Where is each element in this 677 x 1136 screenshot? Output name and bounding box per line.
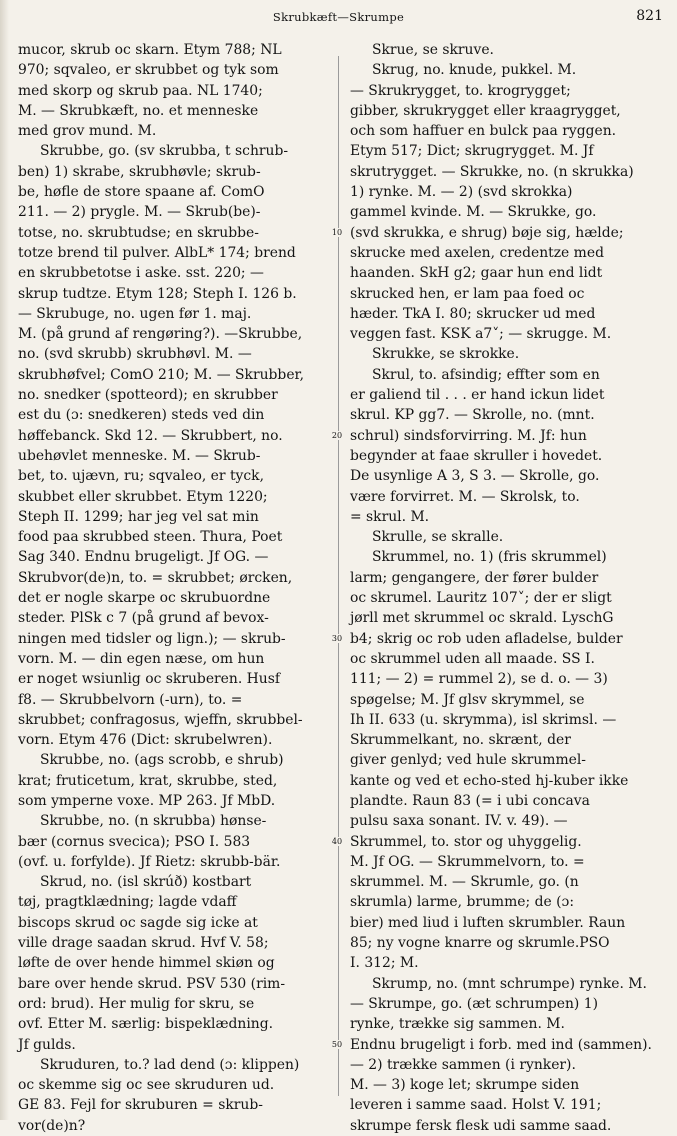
text-line: larm; gengangere, der fører bulder [350, 569, 599, 586]
text-line: skrubbet; confragosus, wjeffn, skrubbel- [18, 711, 303, 728]
text-line: skrucked hen, er lam paa foed oc [350, 285, 585, 302]
text-line: skrup tudtze. Etym 128; Steph I. 126 b. [18, 285, 297, 302]
text-line: be, høfle de store spaane af. ComO [18, 184, 265, 201]
text-line: Skrud, no. (isl skrúð) kostbart [40, 874, 252, 891]
text-line: veggen fast. KSK a7˅; — skrugge. M. [350, 326, 612, 343]
text-line: och som haffuer en bulck paa ryggen. [350, 123, 617, 140]
text-line: Ih II. 633 (u. skrymma), isl skrimsl. — [350, 711, 617, 728]
right-column [350, 40, 662, 1134]
text-line: er galiend til . . . er hand ickun lidet [350, 387, 605, 404]
text-line: Steph II. 1299; har jeg vel sat min [18, 508, 259, 525]
text-line: krat; fruticetum, krat, skrubbe, sted, [18, 772, 278, 789]
text-line: Skrug, no. knude, pukkel. M. [372, 62, 577, 79]
text-line: Skrubvor(de)n, to. = skrubbet; ørcken, [18, 569, 293, 586]
text-line: no. snedker (spotteord); en skrubber [18, 387, 278, 404]
text-line: Skrummel, no. 1) (fris skrummel) [372, 549, 607, 566]
text-line: Skrue, se skruve. [372, 42, 494, 58]
text-line: med grov mund. M. [18, 123, 157, 140]
text-line: pulsu saxa sonant. IV. v. 49). — [350, 813, 568, 830]
page-gutter-shadow [0, 0, 9, 1120]
text-line: med skorp og skrub paa. NL 1740; [18, 82, 263, 99]
text-line: Etym 517; Dict; skrugrygget. M. Jf [350, 143, 594, 160]
text-line: bær (cornus svecica); PSO I. 583 [18, 833, 251, 850]
text-line: skubbet eller skrubbet. Etym 1220; [18, 488, 268, 505]
text-line: ubehøvlet menneske. M. — Skrub- [18, 447, 261, 464]
line-number: 40 [331, 836, 343, 846]
text-line: ningen med tidsler og lign.); — skrub- [18, 630, 286, 647]
text-line: det er nogle skarpe oc skrubuordne [18, 590, 271, 607]
text-line: skrumla) larme, brumme; de (ɔ: [350, 894, 574, 911]
text-line: 111; — 2) = rummel 2), se d. o. — 3) [350, 671, 608, 688]
text-line: høffebanck. Skd 12. — Skrubbert, no. [18, 427, 283, 444]
text-line: skrul. KP gg7. — Skrolle, no. (mnt. [350, 407, 595, 424]
page-header [0, 7, 677, 29]
text-line: 85; ny vogne knarre og skrumle.PSO [350, 935, 610, 952]
text-line: haanden. SkH g2; gaar hun end lidt [350, 265, 603, 282]
text-line: skrummel. M. — Skrumle, go. (n [350, 874, 579, 891]
text-line: no. (svd skrubb) skrubhøvl. M. — [18, 346, 252, 363]
text-line: leveren i samme saad. Holst V. 191; [350, 1097, 602, 1114]
text-line: 1) rynke. M. — 2) (svd skrokka) [350, 184, 573, 201]
text-line: tøj, pragtklædning; lagde vdaff [18, 894, 237, 911]
text-line: totse, no. skrubtudse; en skrubbe- [18, 224, 259, 241]
text-line: ville drage saadan skrud. Hvf V. 58; [18, 935, 269, 952]
text-line: Skrukke, se skrokke. [372, 346, 520, 363]
text-line: — Skrukrygget, to. krogrygget; [350, 82, 571, 99]
text-line: biscops skrud oc sagde sig icke at [18, 914, 258, 931]
text-line: begynder at faae skruller i hovedet. [350, 447, 603, 464]
text-line: Skrummel, to. stor og uhyggelig. [350, 833, 582, 850]
text-line: være forvirret. M. — Skrolsk, to. [350, 488, 580, 505]
text-line: som ymperne voxe. MP 263. Jf MbD. [18, 792, 276, 809]
text-line: totze brend til pulver. AlbL* 174; brend [18, 244, 296, 261]
text-line: Skrubbe, no. (n skrubba) hønse- [40, 813, 267, 830]
text-line: GE 83. Fejl for skruburen = skrub- [18, 1097, 263, 1114]
text-line: ovf. Etter M. særlig: bispeklædning. [18, 1016, 274, 1033]
text-line: vorn. Etym 476 (Dict: skrubelwren). [18, 732, 273, 749]
text-line: Skrubbe, no. (ags scrobb, e shrub) [40, 752, 284, 769]
text-line: gammel kvinde. M. — Skrukke, go. [350, 204, 597, 221]
text-line: I. 312; M. [350, 955, 419, 972]
text-line: Skrul, to. afsindig; effter som en [372, 366, 600, 383]
text-line: jørll met skrummel oc skrald. LyschG [350, 610, 614, 627]
text-line: 970; sqvaleo, er skrubbet og tyk som [18, 62, 279, 79]
text-line: skrutrygget. — Skrukke, no. (n skrukka) [350, 163, 634, 180]
text-line: rynke, trække sig sammen. M. [350, 1016, 565, 1033]
text-line: Skrummelkant, no. skrænt, der [350, 732, 571, 749]
column-divider [338, 56, 339, 1096]
line-number: 20 [331, 430, 343, 440]
text-line: skrumpe fersk flesk udi samme saad. [350, 1117, 612, 1134]
text-line: kante og ved et echo-sted hj-kuber ikke [350, 772, 629, 789]
text-line: ord: brud). Her mulig for skru, se [18, 995, 255, 1012]
text-line: Jf gulds. [18, 1036, 76, 1053]
text-line: bet, to. ujævn, ru; sqvaleo, er tyck, [18, 468, 264, 485]
text-line: — 2) trække sammen (i rynker). [350, 1056, 576, 1073]
line-number: 30 [331, 633, 343, 643]
text-line: bare over hende skrud. PSV 530 (rim- [18, 975, 286, 992]
text-line: M. — 3) koge let; skrumpe siden [350, 1077, 580, 1094]
text-line: steder. PlSk c 7 (på grund af bevox- [18, 610, 269, 627]
text-line: oc skrummel uden all maade. SS I. [350, 650, 595, 667]
text-line: est du (ɔ: snedkeren) steds ved din [18, 407, 265, 424]
text-line: Endnu brugeligt i forb. med ind (sammen). [350, 1036, 652, 1053]
text-line: skrucke med axelen, credentze med [350, 244, 604, 261]
text-line: — Skrumpe, go. (æt schrumpen) 1) [350, 995, 599, 1012]
text-line: = skrul. M. [350, 508, 430, 525]
text-line: vorn. M. — din egen næse, om hun [18, 650, 265, 667]
text-line: Skrubbe, go. (sv skrubba, t schrub- [40, 143, 289, 160]
text-line: bier) med liud i luften skrumbler. Raun [350, 914, 626, 931]
text-line: b4; skrig oc rob uden afladelse, bulder [350, 630, 623, 647]
text-line: skrubhøfvel; ComO 210; M. — Skrubber, [18, 366, 305, 383]
text-line: en skrubbetotse i aske. sst. 220; — [18, 265, 264, 282]
page-number: 821 [636, 8, 663, 24]
text-line: oc skrumel. Lauritz 107˅; der er sligt [350, 590, 612, 607]
line-number: 10 [331, 227, 343, 237]
running-title: Skrubkæft—Skrumpe [272, 10, 405, 24]
text-line: Skruduren, to.? lad dend (ɔ: klippen) [40, 1056, 300, 1073]
text-line: spøgelse; M. Jf glsv skrymmel, se [350, 691, 585, 708]
text-line: De usynlige A 3, S 3. — Skrolle, go. [350, 468, 600, 485]
text-line: — Skrubuge, no. ugen før 1. maj. [18, 305, 252, 322]
text-line: gibber, skrukrygget eller kraagrygget, [350, 102, 621, 119]
text-line: M. — Skrubkæft, no. et menneske [18, 102, 259, 119]
text-line: giver genlyd; ved hule skrummel- [350, 752, 586, 769]
text-line: løfte de over hende himmel skiøn og [18, 955, 275, 972]
text-line: f8. — Skrubbelvorn (-urn), to. = [18, 691, 243, 708]
text-line: (ovf. u. forfylde). Jf Rietz: skrubb-bär. [18, 853, 281, 870]
text-line: Skrump, no. (mnt schrumpe) rynke. M. [372, 975, 647, 992]
text-line: er noget wsiunlig oc skruberen. Husf [18, 671, 281, 688]
text-line: mucor, skrub oc skarn. Etym 788; NL [18, 42, 282, 58]
text-line: vor(de)n? [18, 1117, 86, 1134]
text-line: (svd skrukka, e shrug) bøje sig, hælde; [350, 224, 624, 241]
left-column [18, 40, 330, 1134]
text-line: M. Jf OG. — Skrummelvorn, to. = [350, 853, 585, 870]
text-line: Skrulle, se skralle. [372, 529, 504, 546]
text-line: 211. — 2) prygle. M. — Skrub(be)- [18, 204, 261, 221]
text-line: plandte. Raun 83 (= i ubi concava [350, 792, 590, 809]
text-line: oc skemme sig oc see skruduren ud. [18, 1077, 275, 1094]
text-line: ben) 1) skrabe, skrubhøvle; skrub- [18, 163, 261, 180]
text-line: food paa skrubbed steen. Thura, Poet [18, 529, 283, 546]
text-line: schrul) sindsforvirring. M. Jf: hun [350, 427, 587, 444]
text-line: hæder. TkA I. 80; skrucker ud med [350, 305, 596, 322]
text-line: Sag 340. Endnu brugeligt. Jf OG. — [18, 549, 269, 566]
line-number: 50 [331, 1039, 343, 1049]
text-line: M. (på grund af rengøring?). —Skrubbe, [18, 326, 303, 343]
